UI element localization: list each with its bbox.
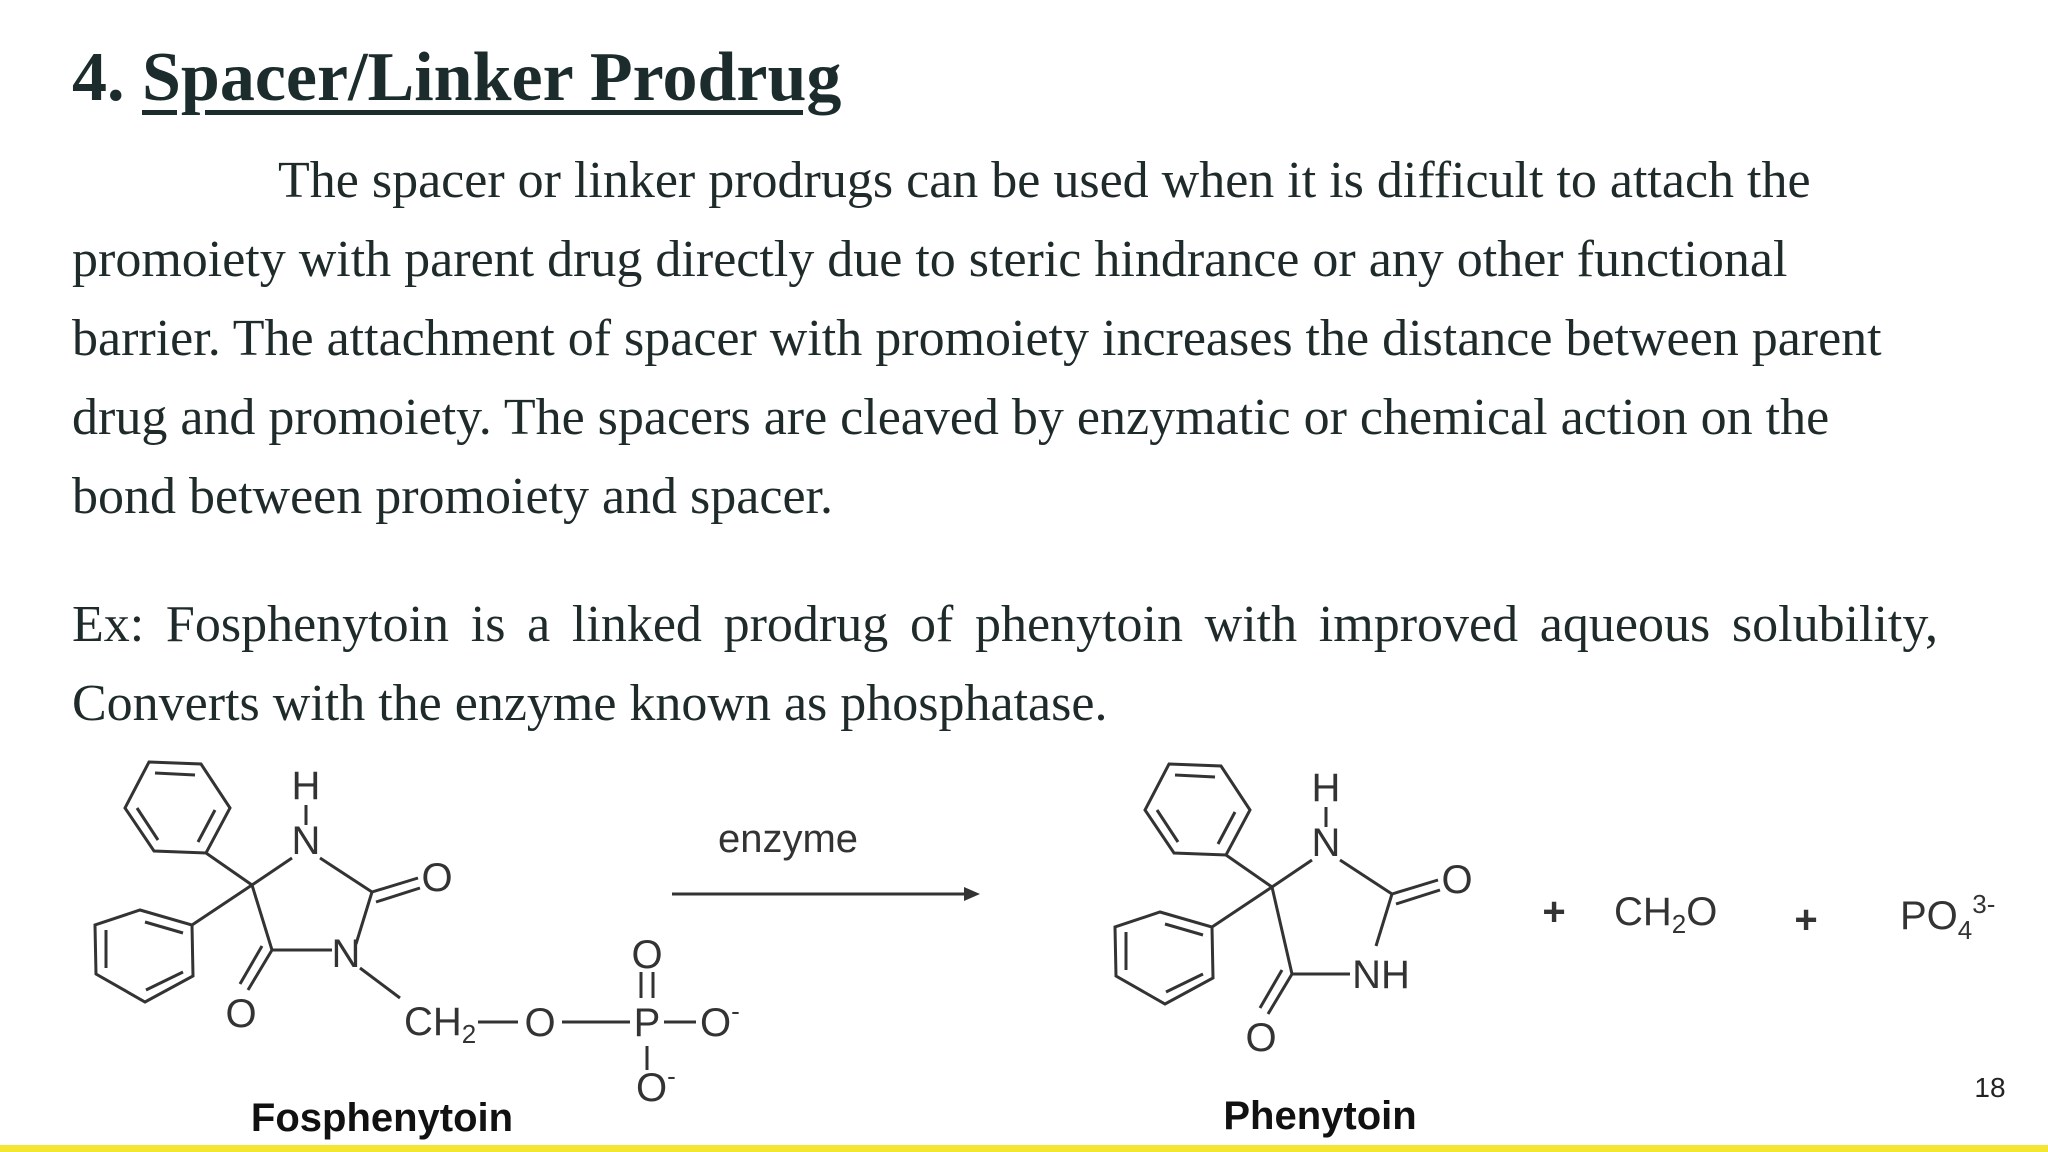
lower-phenyl-ring [95, 910, 193, 1002]
phosphate-label: $PO_4^{3-}$ [1900, 889, 1996, 945]
phenytoin-label: Phenytoin [1223, 1094, 1417, 1138]
fos-o-link-label: O [524, 1001, 556, 1045]
product-lower-phenyl-ring [1115, 912, 1213, 1004]
phe-nh-label: NH [1352, 953, 1410, 997]
fos-p-label: P [633, 1001, 661, 1045]
upper-phenyl-ring [125, 762, 230, 853]
phe-o-carbonyl-label: O [1441, 858, 1473, 902]
fosphenytoin-structure [95, 762, 740, 1140]
product-upper-phenyl-ring [1145, 764, 1250, 855]
byproducts [1542, 889, 1995, 945]
paragraph-spacer-definition [72, 141, 1938, 536]
footer-accent-bar [0, 1145, 2048, 1152]
fosphenytoin-label: Fosphenytoin [250, 1096, 514, 1140]
slide-title [72, 36, 841, 120]
phenytoin-structure [1115, 764, 1473, 1138]
arrow-head-icon [964, 887, 980, 901]
fos-o-carbonyl-label: O [421, 856, 453, 900]
title-text: Spacer/Linker Prodrug [142, 39, 842, 116]
fos-o-minus-down-label: O- [636, 1061, 676, 1110]
phe-h-label: H [1311, 766, 1341, 810]
plus-sign-1: + [1542, 890, 1566, 934]
phe-o-lower-label: O [1245, 1016, 1277, 1060]
fos-o-lower-label: O [225, 992, 257, 1036]
phe-n-top-label: N [1311, 821, 1341, 865]
fos-h-label: H [291, 764, 321, 808]
fos-n-ring-label: N [331, 932, 361, 976]
paragraph1-text: The spacer or linker prodrugs can be used when it is difficult to attach the promoiety with parent drug directly due to steric hindrance or any other functional barrier. The attachment of spacer with promoiety increases the distance between parent drug and promoiety. The spacers are cleaved by enzymatic or chemical action on the bond between promoiety and spacer. [72, 152, 1882, 525]
title-number: 4. [72, 39, 125, 116]
fos-ch2-label: $CH_2$ [404, 1000, 477, 1049]
arrow-enzyme-label: enzyme [717, 817, 859, 861]
fos-o-minus-right-label: O- [700, 996, 740, 1045]
fos-n-top-label: N [291, 819, 321, 863]
paragraph-example: Ex: Fosphenytoin is a linked prodrug of phenytoin with improved aqueous solubility, Converts with the enzyme known as phosphatase. [72, 596, 1938, 732]
formaldehyde-label: $CH_2O$ [1614, 890, 1718, 939]
plus-sign-2: + [1794, 898, 1818, 942]
page-number: 18 [1974, 1072, 2006, 1103]
reaction-scheme [0, 750, 2048, 1145]
fos-o-double-label: O [631, 933, 663, 977]
reaction-arrow [672, 817, 980, 901]
